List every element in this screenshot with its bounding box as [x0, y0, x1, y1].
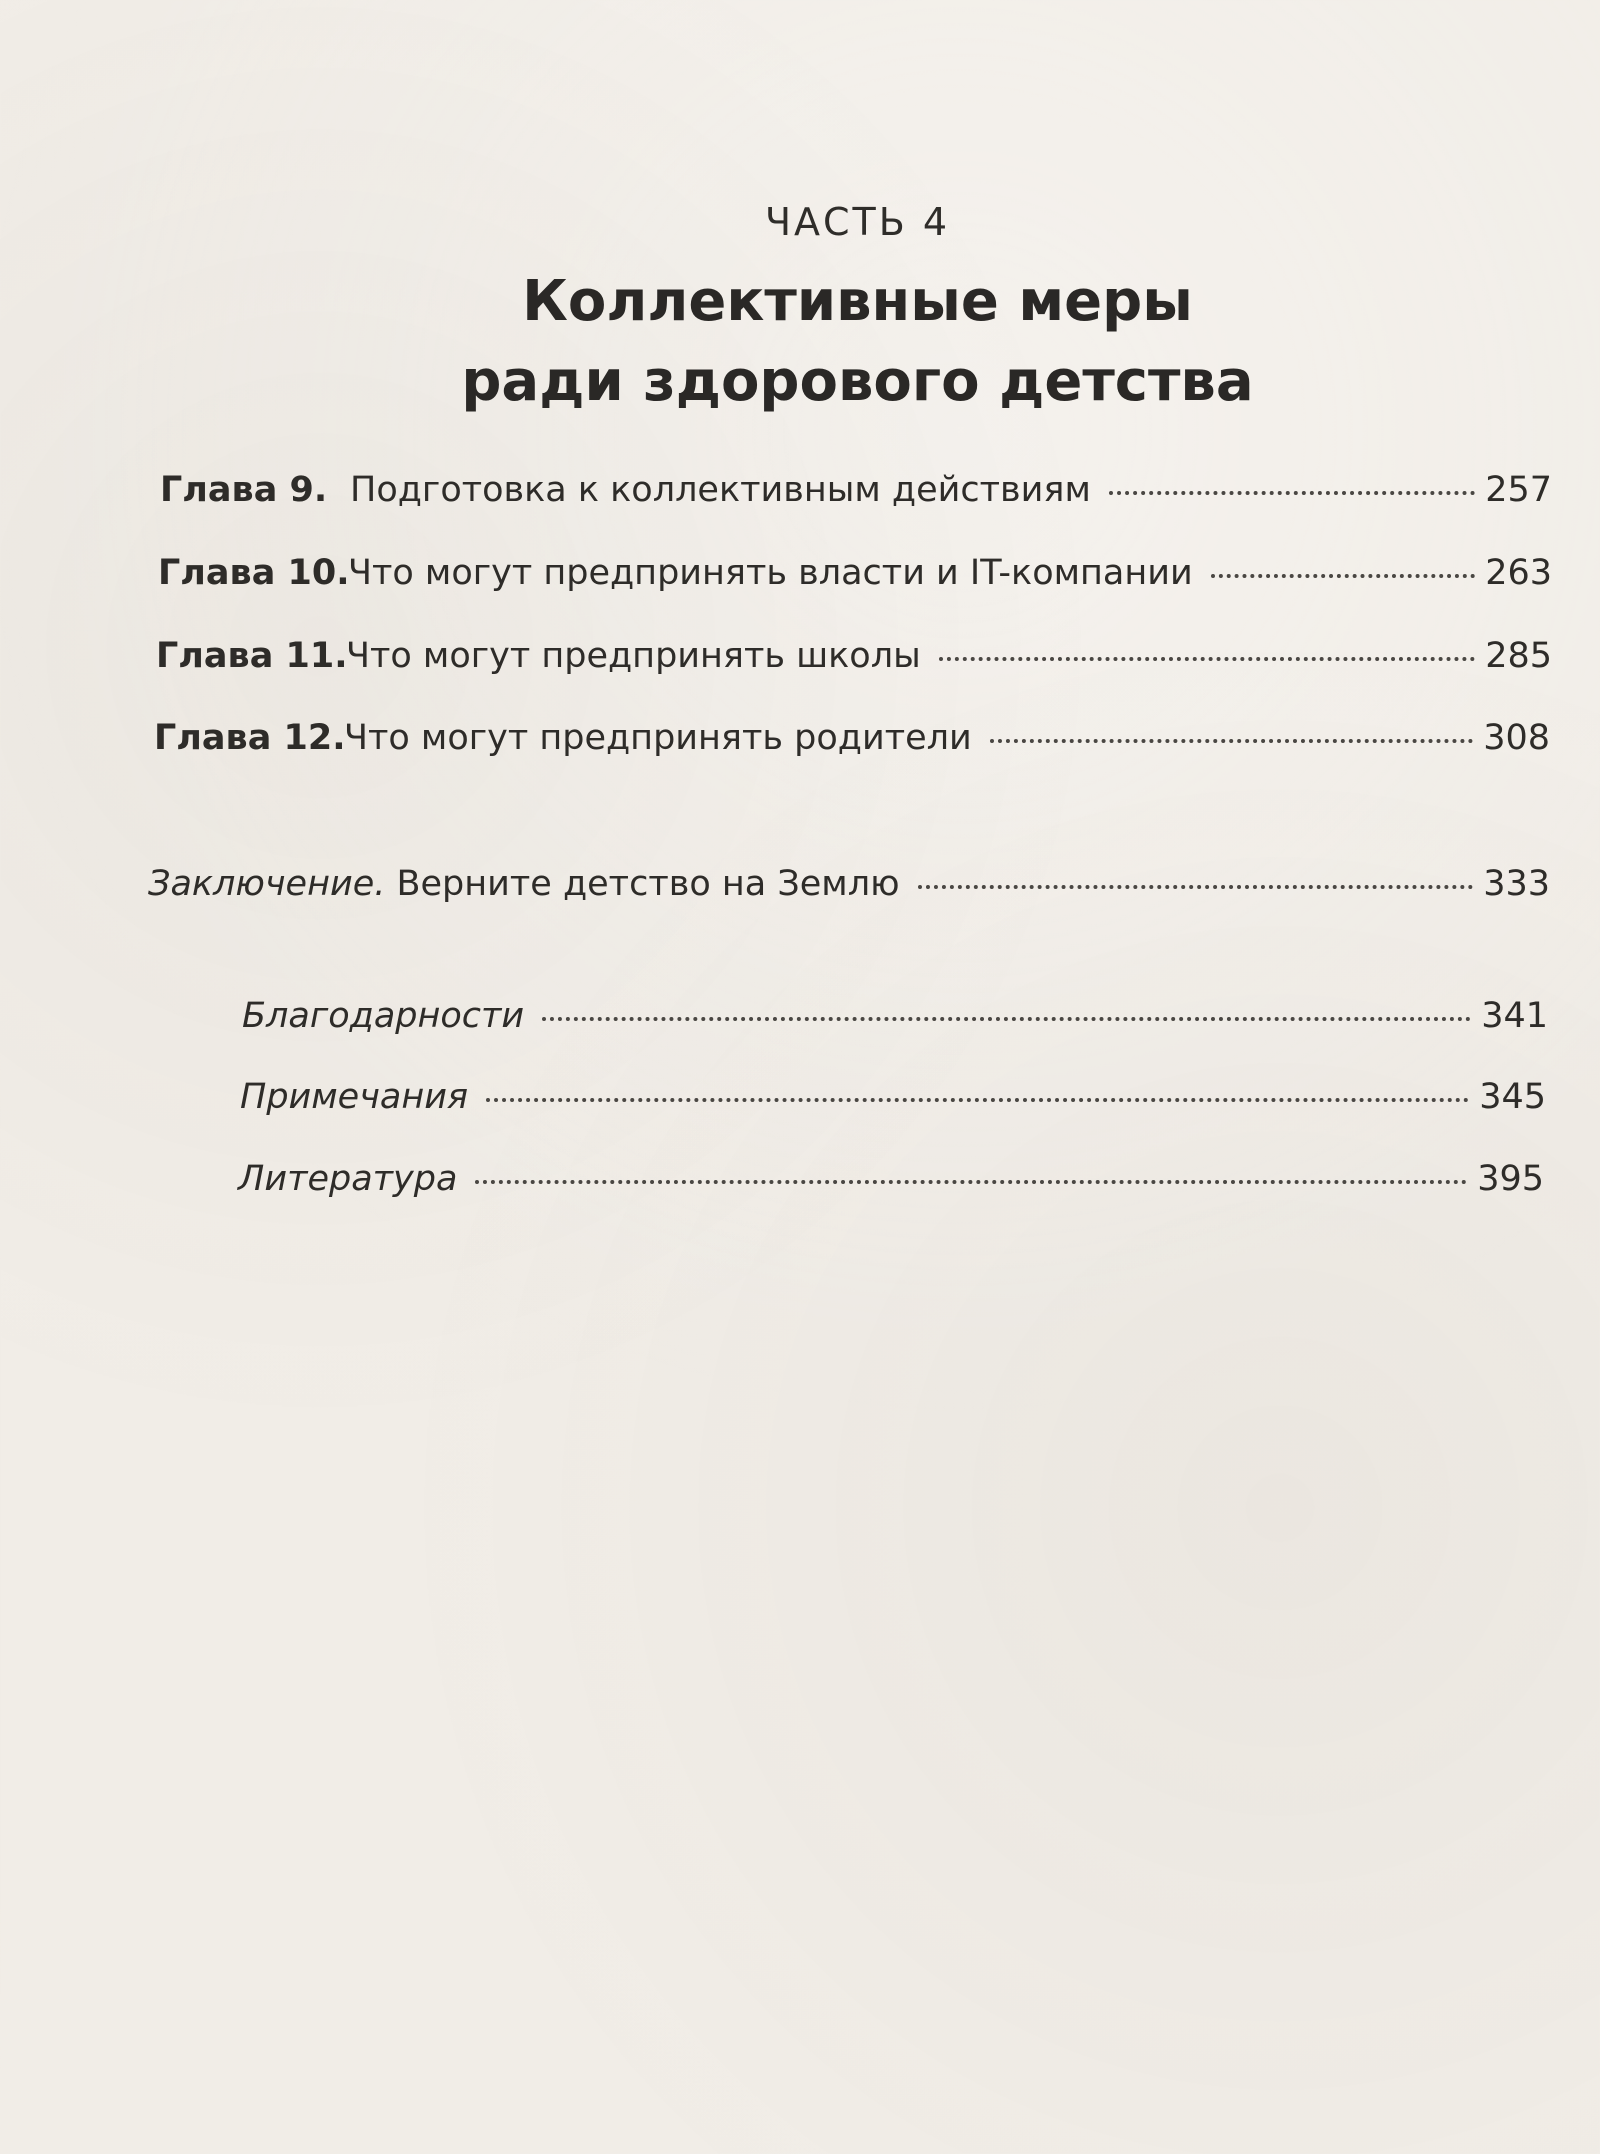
part-label: ЧАСТЬ 4: [764, 200, 951, 244]
toc-entry-acknowledgements[interactable]: [242, 996, 1548, 1046]
toc-entry-chapter-10[interactable]: [158, 553, 1552, 603]
dot-leader: [486, 1098, 1469, 1102]
chapter-title: Что могут предпринять родители: [344, 718, 972, 758]
dot-leader: [1109, 491, 1475, 495]
page-number: 257: [1485, 470, 1552, 510]
chapter-number: Глава 9.: [160, 470, 328, 510]
chapter-title: Что могут предпринять школы: [346, 636, 921, 676]
toc-entry-literature[interactable]: [238, 1159, 1544, 1209]
chapter-number: Глава 11.: [156, 636, 348, 676]
conclusion-prefix: Заключение.: [148, 864, 386, 904]
page-number: 333: [1483, 864, 1550, 904]
dot-leader: [1211, 574, 1475, 578]
toc-entry-chapter-9[interactable]: [160, 470, 1552, 520]
chapter-number: Глава 10.: [158, 553, 350, 593]
toc-entry-notes[interactable]: [240, 1077, 1546, 1127]
dot-leader: [475, 1180, 1467, 1184]
part-title-line-2: ради здорового детства: [461, 349, 1254, 414]
chapter-title: Что могут предпринять власти и IT-компании: [348, 553, 1193, 593]
toc-entry-conclusion[interactable]: [148, 864, 1550, 914]
page-number: 308: [1483, 718, 1550, 758]
page-number: 341: [1481, 996, 1548, 1036]
part-title-line-1: Коллективные меры: [522, 269, 1193, 334]
page-number: 263: [1485, 553, 1552, 593]
conclusion-label: [148, 864, 900, 904]
page-number: 395: [1477, 1159, 1544, 1199]
dot-leader: [918, 885, 1474, 889]
page-number: 285: [1485, 636, 1552, 676]
chapter-number: Глава 12.: [154, 718, 346, 758]
dot-leader: [990, 739, 1473, 743]
page-number: 345: [1479, 1077, 1546, 1117]
toc-entry-chapter-12[interactable]: [154, 718, 1550, 768]
dot-leader: [939, 657, 1475, 661]
entry-title: Литература: [238, 1159, 458, 1199]
conclusion-title: Верните детство на Землю: [396, 864, 900, 904]
dot-leader: [542, 1017, 1471, 1021]
entry-title: Примечания: [240, 1077, 469, 1117]
toc-entry-chapter-11[interactable]: [156, 636, 1552, 686]
chapter-title: Подготовка к коллективным действиям: [350, 470, 1091, 510]
entry-title: Благодарности: [242, 996, 525, 1036]
part-title: [0, 262, 1600, 422]
